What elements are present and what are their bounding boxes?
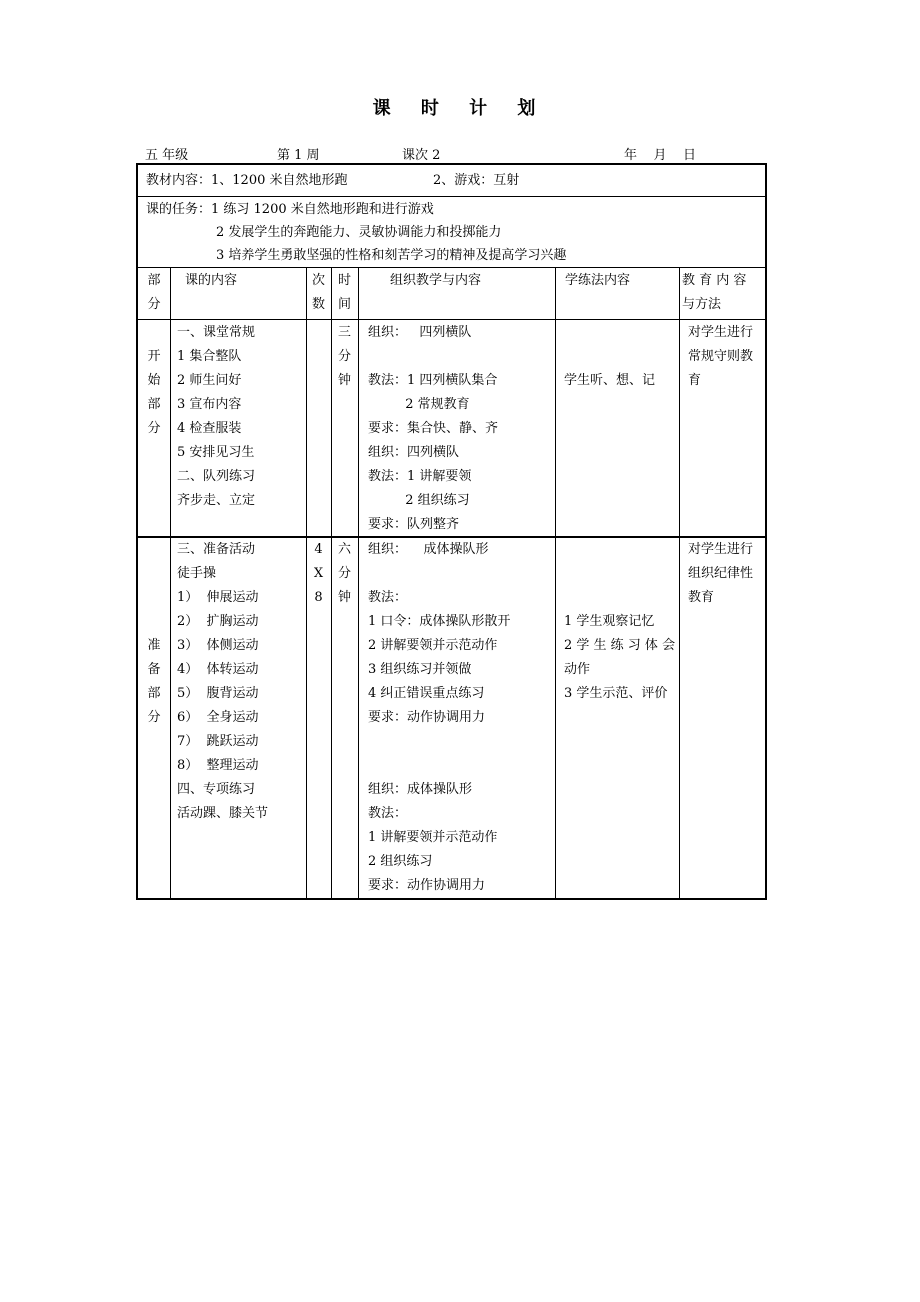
section2-time: 六 分 钟 bbox=[337, 542, 351, 605]
col-divider bbox=[679, 267, 680, 898]
tasks-line2: 2 发展学生的奔跑能力、灵敏协调能力和投掷能力 bbox=[216, 225, 502, 240]
header-reps: 次 数 bbox=[311, 273, 325, 312]
header-content: 课的内容 bbox=[185, 273, 238, 288]
materials-item2: 2、游戏：互射 bbox=[433, 173, 520, 188]
tasks-line3: 3 培养学生勇敢坚强的性格和刻苦学习的精神及提高学习兴趣 bbox=[216, 248, 567, 263]
date-label: 年 月 日 bbox=[624, 148, 697, 163]
section2-study: 1 学生观察记忆 2 学 生 练 习 体 会 动作 3 学生示范、评价 bbox=[564, 614, 676, 701]
lesson-plan-table bbox=[136, 163, 767, 900]
col-divider bbox=[170, 267, 171, 898]
section1-part: 开 始 部 分 bbox=[147, 349, 161, 436]
section1-content: 一、课堂常规 1 集合整队 2 师生问好 3 宣布内容 4 检查服装 5 安排见习生 二、队列练习 齐步走、立定 bbox=[177, 325, 256, 508]
tasks-line1: 课的任务：1 练习 1200 米自然地形跑和进行游戏 bbox=[146, 202, 434, 217]
materials-label: 教材内容：1、1200 米自然地形跑 bbox=[146, 173, 348, 188]
section2-part: 准 备 部 分 bbox=[147, 638, 161, 725]
section1-edu: 对学生进行 常规守则教 育 bbox=[688, 325, 754, 388]
lesson-number-label: 课次 2 bbox=[402, 148, 441, 163]
col-divider bbox=[555, 267, 556, 898]
section2-reps: 4 X 8 bbox=[313, 542, 324, 605]
page-title: 课 时 计 划 bbox=[372, 98, 548, 119]
row-divider bbox=[138, 319, 765, 320]
section2-edu: 对学生进行 组织纪律性 教育 bbox=[688, 542, 754, 605]
col-divider bbox=[358, 267, 359, 898]
section1-org: 组织： 四列横队 教法：1 四列横队集合 2 常规教育 要求：集合快、静、齐 组织：四列横队 教法：1 讲解要领 2 组织练习 要求：队列整齐 bbox=[368, 325, 499, 532]
section2-org: 组织： 成体操队形 教法： 1 口令：成体操队形散开 2 讲解要领并示范动作 3 组织练习并领做 4 纠正错误重点练习 要求：动作协调用力 组织：成体操队形 教法： 1 讲解要领并示范动作 2 组织练习 要求：动作协调用力 bbox=[368, 542, 511, 893]
section1-time: 三 分 钟 bbox=[337, 325, 351, 388]
header-time: 时 间 bbox=[337, 273, 351, 312]
section2-content: 三、准备活动 徒手操 1） 伸展运动 2） 扩胸运动 3） 体侧运动 4） 体转运动 5） 腹背运动 6） 全身运动 7） 跳跃运动 8） 整理运动 四、专项练习 活动踝、膝关节 bbox=[177, 542, 269, 821]
grade-label: 五 年级 bbox=[145, 148, 189, 163]
header-part: 部 分 bbox=[147, 273, 161, 312]
header-org: 组织教学与内容 bbox=[390, 273, 482, 288]
section1-study: 学生听、想、记 bbox=[564, 373, 656, 388]
row-divider bbox=[138, 196, 765, 197]
week-label: 第 1 周 bbox=[277, 148, 320, 163]
header-study: 学练法内容 bbox=[565, 273, 631, 288]
header-edu: 教 育 内 容 与方法 bbox=[682, 273, 747, 312]
